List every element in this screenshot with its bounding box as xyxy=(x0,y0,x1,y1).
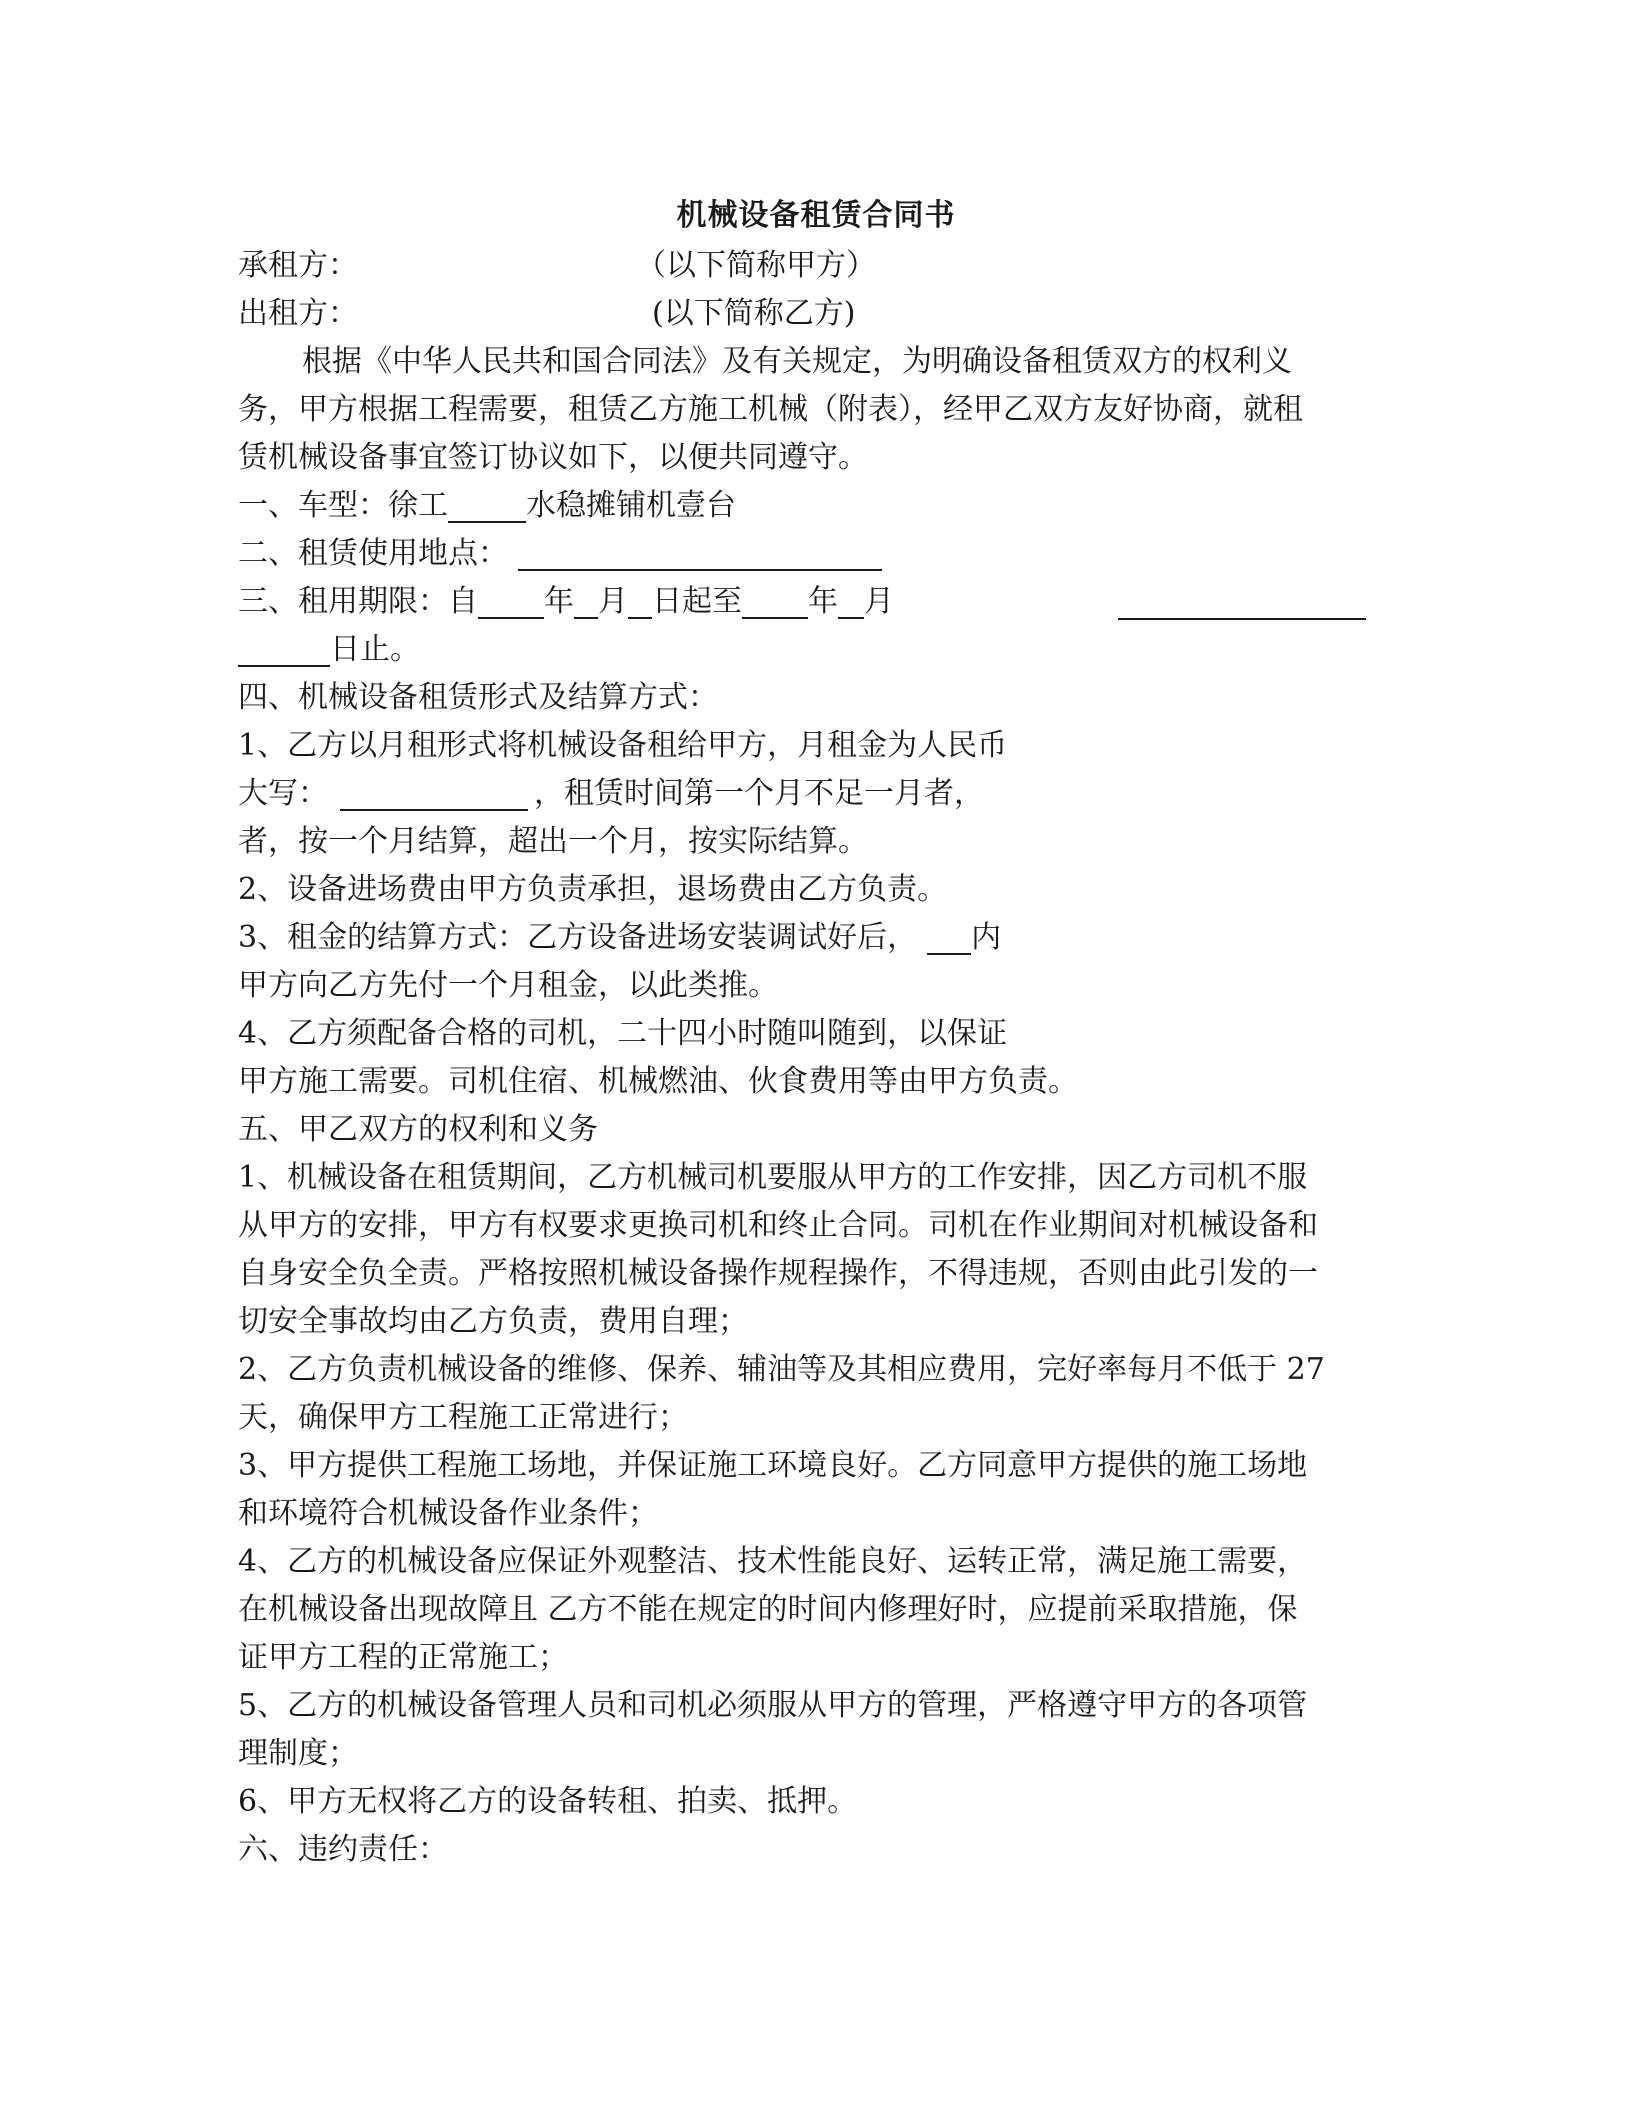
term-prefix: 三、租用期限：自 xyxy=(238,584,478,619)
section-5-line: 自身安全负全责。严格按照机械设备操作规程操作，不得违规，否则由此引发的一 xyxy=(238,1256,1318,1291)
section-5-line: 2、乙方负责机械设备的维修、保养、辅油等及其相应费用，完好率每月不低于 27 xyxy=(238,1352,1325,1387)
vehicle-model-blank xyxy=(448,489,526,523)
document-title: 机械设备租赁合同书 xyxy=(676,198,956,233)
term-month-2: 月 xyxy=(864,584,894,619)
section-4-heading: 四、机械设备租赁形式及结算方式： xyxy=(238,680,718,715)
lessor-label: 出租方： xyxy=(238,296,358,331)
section-5-line: 1、机械设备在租赁期间，乙方机械司机要服从甲方的工作安排，因乙方司机不服 xyxy=(238,1160,1308,1195)
item-term-end xyxy=(238,628,420,672)
section-4-p4-line2: 甲方施工需要。司机住宿、机械燃油、伙食费用等由甲方负责。 xyxy=(238,1064,1078,1099)
section-4-p3-prefix: 3、租金的结算方式：乙方设备进场安装调试好后， xyxy=(238,920,918,955)
preamble-line-1: 根据《中华人民共和国合同法》及有关规定，为明确设备租赁双方的权利义 xyxy=(302,344,1292,379)
item-term xyxy=(238,580,894,624)
preamble-line-3: 赁机械设备事宜签订协议如下，以便共同遵守。 xyxy=(238,440,868,475)
section-5-heading: 五、甲乙双方的权利和义务 xyxy=(238,1112,598,1147)
section-5-line: 理制度； xyxy=(238,1736,358,1771)
section-5-line: 天，确保甲方工程施工正常进行； xyxy=(238,1400,688,1435)
term-day-1: 日起至 xyxy=(652,584,742,619)
start-year-blank xyxy=(478,585,544,619)
amount-caps-blank xyxy=(340,777,528,811)
start-month-blank xyxy=(574,585,598,619)
item-location xyxy=(238,532,882,576)
item-location-label: 二、租赁使用地点： xyxy=(238,536,508,571)
end-year-blank xyxy=(742,585,808,619)
lessee-label: 承租方： xyxy=(238,248,358,283)
section-5-line: 证甲方工程的正常施工； xyxy=(238,1640,568,1675)
section-4-p1-line2 xyxy=(238,772,984,816)
section-4-p1-line2-suffix: ，租赁时间第一个月不足一月者， xyxy=(534,776,984,811)
section-4-p3-suffix: 内 xyxy=(971,920,1002,955)
item-vehicle-type xyxy=(238,484,736,528)
amount-caps-label: 大写： xyxy=(238,776,328,811)
section-5-line: 和环境符合机械设备作业条件； xyxy=(238,1496,658,1531)
end-day-blank xyxy=(238,633,330,667)
section-5-line: 5、乙方的机械设备管理人员和司机必须服从甲方的管理，严格遵守甲方的各项管 xyxy=(238,1688,1308,1723)
item-vehicle-prefix: 一、车型：徐工 xyxy=(238,488,448,523)
payment-days-blank xyxy=(927,921,971,955)
section-4-p3-line2: 甲方向乙方先付一个月租金，以此类推。 xyxy=(238,968,778,1003)
section-5-line: 6、甲方无权将乙方的设备转租、拍卖、抵押。 xyxy=(238,1784,858,1819)
section-4-p3-line1 xyxy=(238,916,1001,960)
section-4-p1-line3: 者，按一个月结算，超出一个月，按实际结算。 xyxy=(238,824,868,859)
end-date-blank xyxy=(1118,588,1366,620)
section-4-p1-line1: 1、乙方以月租形式将机械设备租给甲方，月租金为人民币 xyxy=(238,728,1008,763)
term-year-1: 年 xyxy=(544,584,574,619)
section-5-line: 切安全事故均由乙方负责，费用自理； xyxy=(238,1304,748,1339)
term-end: 日止。 xyxy=(330,632,420,667)
term-month-1: 月 xyxy=(598,584,628,619)
section-5-line: 3、甲方提供工程施工场地，并保证施工环境良好。乙方同意甲方提供的施工场地 xyxy=(238,1448,1308,1483)
section-5-line: 从甲方的安排，甲方有权要求更换司机和终止合同。司机在作业期间对机械设备和 xyxy=(238,1208,1318,1243)
lessor-note: (以下简称乙方) xyxy=(652,296,856,331)
item-vehicle-suffix: 水稳摊铺机壹台 xyxy=(526,488,736,523)
section-5-line: 4、乙方的机械设备应保证外观整洁、技术性能良好、运转正常，满足施工需要， xyxy=(238,1544,1308,1579)
preamble-line-2: 务，甲方根据工程需要，租赁乙方施工机械（附表），经甲乙双方友好协商，就租 xyxy=(238,392,1303,427)
start-day-blank xyxy=(628,585,652,619)
location-blank xyxy=(518,537,882,571)
section-6-heading: 六、违约责任： xyxy=(238,1832,448,1867)
section-5-line: 在机械设备出现故障且 乙方不能在规定的时间内修理好时，应提前采取措施，保 xyxy=(238,1592,1298,1627)
section-4-p4-line1: 4、乙方须配备合格的司机，二十四小时随叫随到，以保证 xyxy=(238,1016,1008,1051)
term-year-2: 年 xyxy=(808,584,838,619)
end-month-blank xyxy=(838,585,864,619)
lessee-note: （以下简称甲方） xyxy=(636,248,876,283)
section-4-p2: 2、设备进场费由甲方负责承担，退场费由乙方负责。 xyxy=(238,872,948,907)
